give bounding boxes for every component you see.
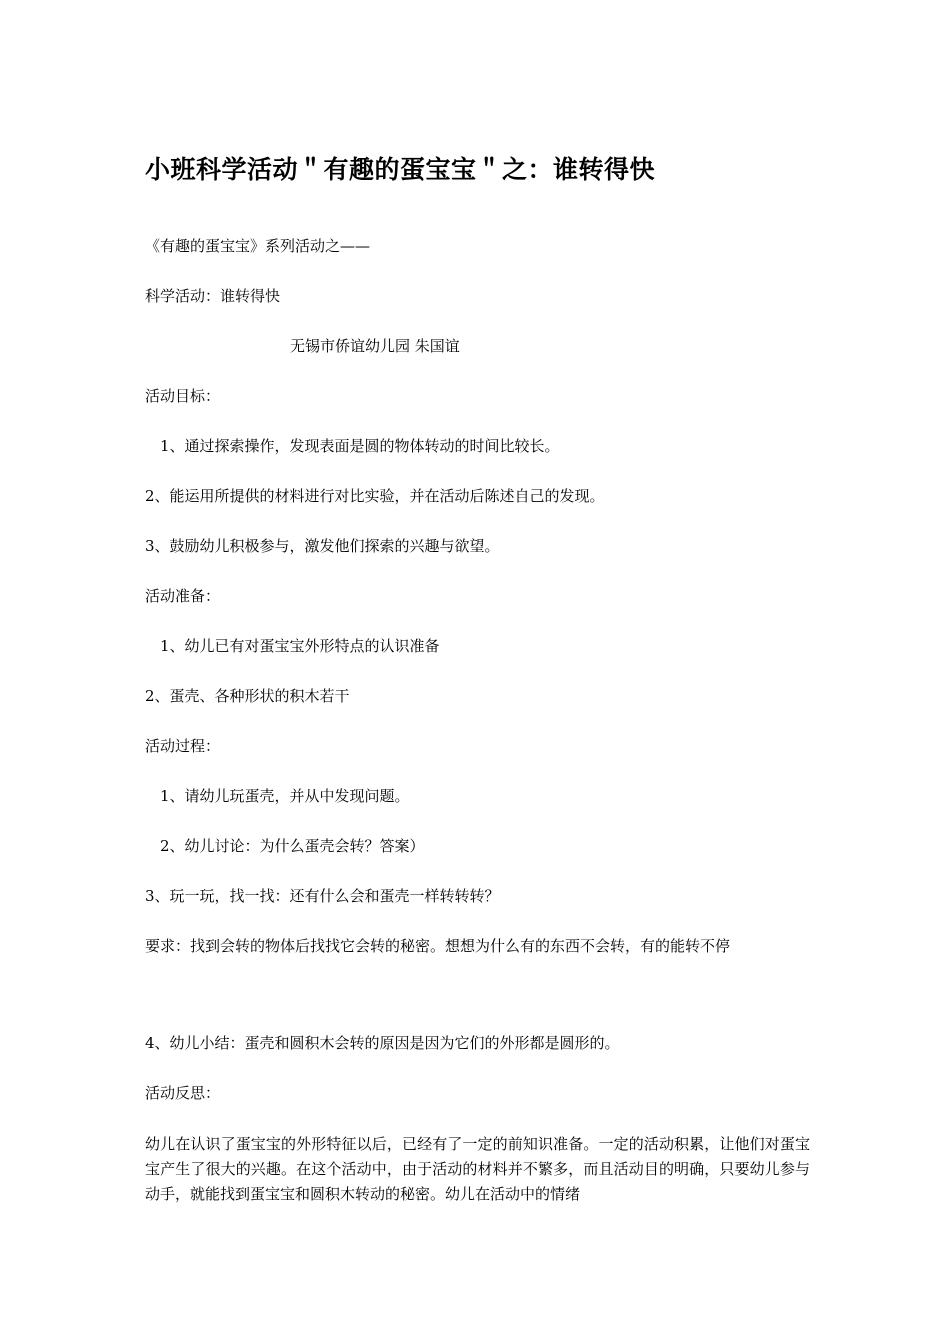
activity-name: 科学活动：谁转得快	[145, 287, 281, 305]
process-requirement: 要求：找到会转的物体后找找它会转的秘密。想想为什么有的东西不会转，有的能转不停	[145, 937, 731, 955]
prep-item: 2、蛋壳、各种形状的积木若干	[145, 687, 350, 705]
prep-item: 1、幼儿已有对蛋宝宝外形特点的认识准备	[160, 637, 440, 655]
process-item: 3、玩一玩，找一找：还有什么会和蛋壳一样转转转？	[145, 887, 500, 905]
author-line: 无锡市侨谊幼儿园 朱国谊	[290, 337, 460, 355]
goals-heading: 活动目标：	[145, 387, 221, 405]
reflection-paragraph: 幼儿在认识了蛋宝宝的外形特征以后，已经有了一定的前知识准备。一定的活动积累，让他们对蛋宝宝产生了很大的兴趣。在这个活动中，由于活动的材料并不繁多，而且活动目的明确，只要幼儿参与动手，就能找到蛋宝宝和圆积木转动的秘密。幼儿在活动中的情绪	[145, 1135, 810, 1203]
document-title: 小班科学活动＂有趣的蛋宝宝＂之：谁转得快	[145, 155, 656, 184]
process-item: 1、请幼儿玩蛋壳，并从中发现问题。	[160, 787, 410, 805]
goal-item: 3、鼓励幼儿积极参与，激发他们探索的兴趣与欲望。	[145, 537, 500, 555]
reflection-heading: 活动反思：	[145, 1084, 221, 1102]
goal-item: 1、通过探索操作，发现表面是圆的物体转动的时间比较长。	[160, 437, 560, 455]
series-line: 《有趣的蛋宝宝》系列活动之——	[145, 237, 371, 255]
process-item: 2、幼儿讨论：为什么蛋壳会转？答案）	[160, 837, 425, 855]
prep-heading: 活动准备：	[145, 587, 221, 605]
process-item: 4、幼儿小结：蛋壳和圆积木会转的原因是因为它们的外形都是圆形的。	[145, 1034, 620, 1052]
goal-item: 2、能运用所提供的材料进行对比实验，并在活动后陈述自己的发现。	[145, 487, 605, 505]
process-heading: 活动过程：	[145, 737, 221, 755]
